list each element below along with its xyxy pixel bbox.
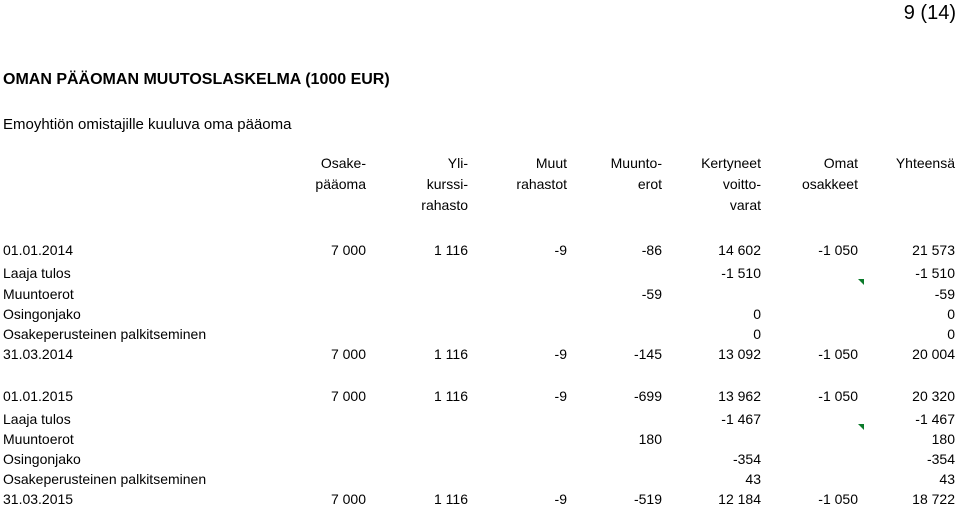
column-header-line: Muut — [535, 155, 567, 171]
table-cell: -1 050 — [818, 346, 858, 362]
table-cell: 13 092 — [718, 346, 761, 362]
column-header-line: Yhteensä — [895, 155, 955, 171]
row-label: Osakeperusteinen palkitseminen — [3, 326, 207, 342]
table-row — [0, 324, 960, 344]
comment-marker-icon — [858, 424, 864, 430]
column-header — [758, 153, 858, 195]
column-header-line: rahasto — [421, 197, 468, 213]
table-row — [0, 489, 960, 509]
row-label: Muuntoerot — [3, 431, 74, 447]
statement-subtitle: Emoyhtiön omistajille kuuluva oma pääoma — [3, 116, 292, 133]
table-row — [0, 240, 960, 260]
column-header — [855, 153, 955, 174]
table-cell: -145 — [633, 346, 662, 362]
table-cell: -9 — [554, 242, 567, 258]
column-header — [266, 153, 366, 195]
table-cell: 12 184 — [718, 491, 761, 507]
table-cell: 0 — [947, 306, 955, 322]
table-cell: 1 116 — [434, 346, 468, 362]
column-header-line: kurssi- — [426, 176, 468, 192]
table-row — [0, 284, 960, 304]
table-cell: -59 — [641, 286, 662, 302]
table-cell: 21 573 — [912, 242, 955, 258]
table-cell: -9 — [554, 346, 567, 362]
table-cell: 14 602 — [718, 242, 761, 258]
table-cell: -1 510 — [721, 265, 761, 281]
row-label: Osingonjako — [3, 306, 81, 322]
table-cell: 180 — [638, 431, 662, 447]
row-label: Osingonjako — [3, 451, 81, 467]
table-cell: -699 — [633, 388, 662, 404]
column-header-line: Osake- — [320, 155, 366, 171]
comment-marker-icon — [858, 279, 864, 285]
column-header-line: voitto- — [722, 176, 761, 192]
table-cell: -519 — [633, 491, 662, 507]
table-cell: 20 004 — [912, 346, 955, 362]
column-header-line: Yli- — [447, 155, 468, 171]
table-row — [0, 344, 960, 364]
table-cell: -1 050 — [818, 491, 858, 507]
table-row — [0, 469, 960, 489]
table-cell: 13 962 — [718, 388, 761, 404]
table-row — [0, 386, 960, 406]
table-row — [0, 429, 960, 449]
table-cell: 43 — [939, 471, 955, 487]
row-label: Osakeperusteinen palkitseminen — [3, 471, 207, 487]
table-cell: 0 — [753, 306, 761, 322]
page-number: 9 (14) — [903, 2, 956, 24]
table-cell: 0 — [947, 326, 955, 342]
column-header-line: varat — [729, 197, 761, 213]
column-header-line: Omat — [823, 155, 858, 171]
table-cell: 1 116 — [434, 388, 468, 404]
table-cell: 7 000 — [330, 491, 366, 507]
table-cell: 180 — [931, 431, 955, 447]
row-label: 01.01.2015 — [3, 388, 74, 404]
table-cell: -59 — [934, 286, 955, 302]
row-label: Laaja tulos — [3, 265, 71, 281]
row-label: Laaja tulos — [3, 411, 71, 427]
table-cell: -1 050 — [818, 242, 858, 258]
table-cell: 7 000 — [330, 346, 366, 362]
row-label: 01.01.2014 — [3, 242, 74, 258]
column-header — [368, 153, 468, 216]
column-header-line: rahastot — [516, 176, 567, 192]
column-header-line: erot — [637, 176, 662, 192]
table-cell: -354 — [926, 451, 955, 467]
table-cell: 7 000 — [330, 242, 366, 258]
column-header — [661, 153, 761, 216]
table-cell: 43 — [745, 471, 761, 487]
table-row — [0, 449, 960, 469]
table-cell: 1 116 — [434, 491, 468, 507]
table-cell: -9 — [554, 388, 567, 404]
table-cell: -9 — [554, 491, 567, 507]
table-cell: 7 000 — [330, 388, 366, 404]
table-cell: 0 — [753, 326, 761, 342]
table-cell: 18 722 — [912, 491, 955, 507]
table-cell: -86 — [641, 242, 662, 258]
table-cell: -1 050 — [818, 388, 858, 404]
table-cell: 1 116 — [434, 242, 468, 258]
row-label: 31.03.2015 — [3, 491, 74, 507]
column-header-line: osakkeet — [801, 176, 858, 192]
row-label: Muuntoerot — [3, 286, 74, 302]
table-cell: -1 467 — [915, 411, 955, 427]
statement-title: OMAN PÄÄOMAN MUUTOSLASKELMA (1000 EUR) — [3, 71, 390, 88]
column-header-line: Muunto- — [610, 155, 662, 171]
table-row — [0, 304, 960, 324]
table-cell: -354 — [732, 451, 761, 467]
column-header-line: pääoma — [315, 176, 366, 192]
table-cell: -1 467 — [721, 411, 761, 427]
table-row — [0, 409, 960, 429]
row-label: 31.03.2014 — [3, 346, 74, 362]
table-cell: 20 320 — [912, 388, 955, 404]
table-cell: -1 510 — [915, 265, 955, 281]
table-row — [0, 263, 960, 283]
column-header-line: Kertyneet — [701, 155, 761, 171]
column-header — [467, 153, 567, 195]
column-header — [562, 153, 662, 195]
